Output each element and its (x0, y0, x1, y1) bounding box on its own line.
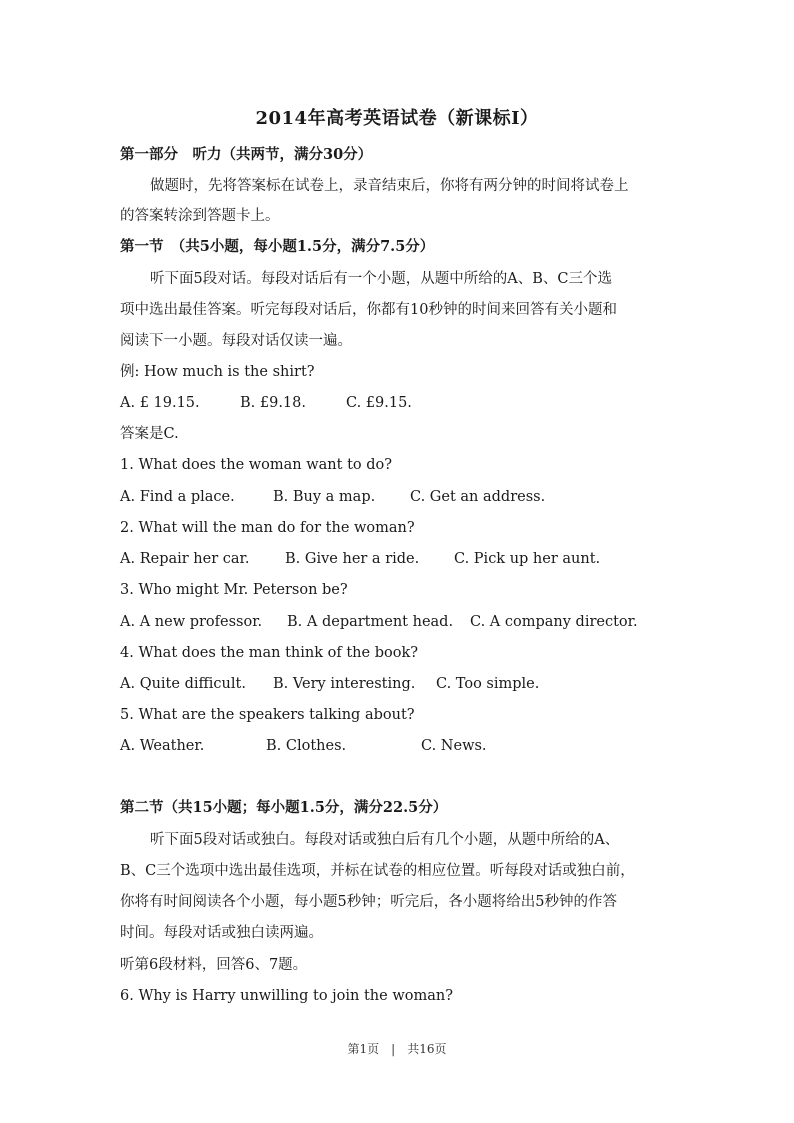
part1-heading: 第一部分 听力（共两节，满分30分） (120, 146, 373, 163)
question-4-option-b: B. Very interesting. (273, 676, 416, 692)
example-answer: 答案是C. (120, 426, 179, 442)
section1-intro-line-2: 项中选出最佳答案。听完每段对话后，你都有10秒钟的时间来回答有关小题和 (120, 302, 617, 318)
question-1-option-b: B. Buy a map. (273, 489, 376, 505)
question-1-option-c: C. Get an address. (410, 489, 546, 505)
question-6: 6. Why is Harry unwilling to join the woman? (120, 988, 453, 1004)
question-3-option-c: C. A company director. (470, 614, 638, 630)
question-1-option-a: A. Find a place. (120, 489, 235, 505)
section2-heading: 第二节（共15小题；每小题1.5分，满分22.5分） (120, 799, 448, 816)
question-2-option-c: C. Pick up her aunt. (454, 551, 601, 567)
section1-heading: 第一节 （共5小题，每小题1.5分，满分7.5分） (120, 238, 435, 255)
question-1: 1. What does the woman want to do? (120, 457, 393, 473)
material-instruction: 听第6段材料，回答6、7题。 (120, 957, 308, 973)
question-4-option-c: C. Too simple. (436, 676, 540, 692)
section1-intro-line-3: 阅读下一小题。每段对话仅读一遍。 (120, 333, 352, 349)
question-2: 2. What will the man do for the woman? (120, 520, 415, 536)
instructions-line-2: 的答案转涂到答题卡上。 (120, 208, 280, 224)
example-option-c: C. £9.15. (346, 395, 412, 411)
question-2-option-a: A. Repair her car. (120, 551, 250, 567)
question-5-option-b: B. Clothes. (266, 738, 347, 754)
exam-title: 2014年高考英语试卷（新课标I） (255, 108, 539, 129)
question-5-option-c: C. News. (421, 738, 487, 754)
question-3: 3. Who might Mr. Peterson be? (120, 582, 348, 598)
section2-intro-line-1: 听下面5段对话或独白。每段对话或独白后有几个小题，从题中所给的A、 (150, 832, 620, 848)
question-5-option-a: A. Weather. (120, 738, 205, 754)
example-option-b: B. £9.18. (240, 395, 306, 411)
section1-intro-line-1: 听下面5段对话。每段对话后有一个小题，从题中所给的A、B、C三个选 (150, 271, 612, 287)
question-3-option-b: B. A department head. (287, 614, 454, 630)
section2-intro-line-2: B、C三个选项中选出最佳选项，并标在试卷的相应位置。听每段对话或独白前， (120, 863, 635, 879)
section2-intro-line-4: 时间。每段对话或独白读两遍。 (120, 925, 323, 941)
example-question: 例: How much is the shirt? (120, 364, 315, 380)
question-3-option-a: A. A new professor. (120, 614, 263, 630)
instructions-line-1: 做题时，先将答案标在试卷上，录音结束后，你将有两分钟的时间将试卷上 (150, 178, 629, 194)
example-option-a: A. £ 19.15. (120, 395, 200, 411)
question-4-option-a: A. Quite difficult. (120, 676, 246, 692)
question-2-option-b: B. Give her a ride. (285, 551, 420, 567)
section2-intro-line-3: 你将有时间阅读各个小题，每小题5秒钟；听完后，各小题将给出5秒钟的作答 (120, 894, 617, 910)
page-footer: 第1页 | 共16页 (347, 1042, 447, 1056)
question-4: 4. What does the man think of the book? (120, 645, 419, 661)
question-5: 5. What are the speakers talking about? (120, 707, 415, 723)
